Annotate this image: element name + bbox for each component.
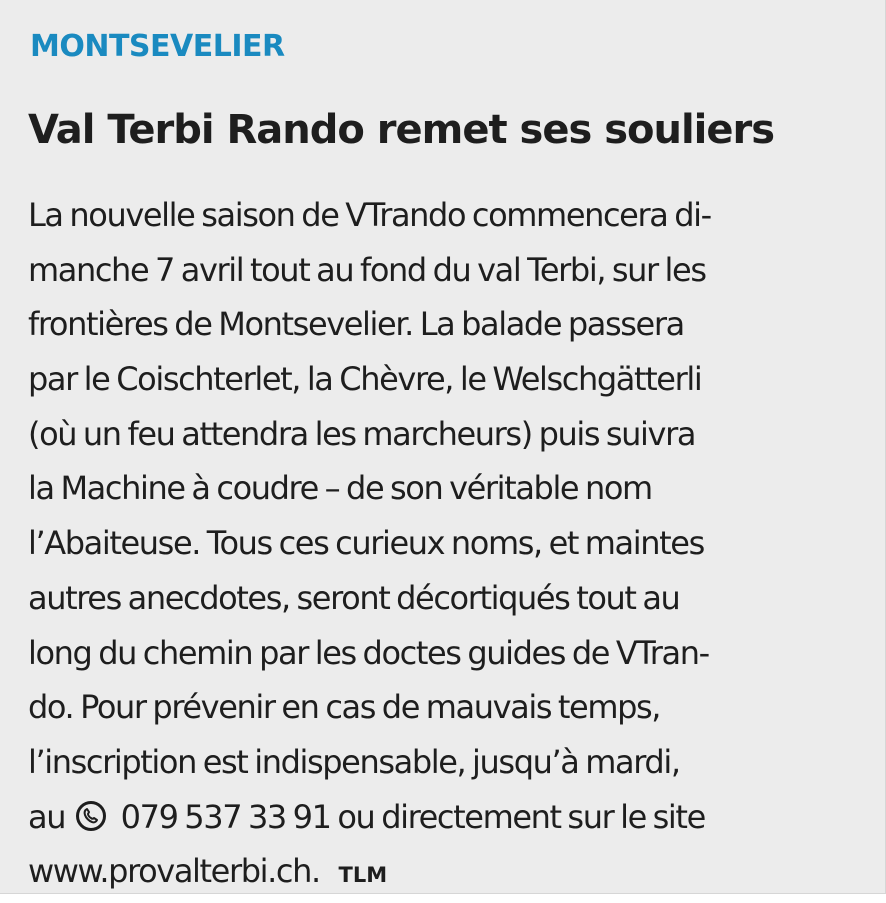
phone-line-prefix: au bbox=[28, 797, 66, 836]
phone-icon bbox=[76, 801, 106, 831]
body-line: la Machine à coudre – de son véritable nom bbox=[28, 469, 652, 508]
article-body bbox=[28, 188, 878, 899]
phone-line-suffix: ou directement sur le site bbox=[337, 797, 705, 836]
website-url: www.provalterbi.ch. bbox=[28, 852, 320, 891]
body-line: frontières de Montsevelier. La balade passera bbox=[28, 305, 684, 344]
body-line: (où un feu attendra les marcheurs) puis suivra bbox=[28, 414, 696, 453]
body-line: long du chemin par les doctes guides de VTran- bbox=[28, 633, 709, 672]
body-line: l’Abaiteuse. Tous ces curieux noms, et maintes bbox=[28, 524, 704, 563]
phone-number: 079 537 33 91 bbox=[120, 797, 331, 836]
body-line: l’inscription est indispensable, jusqu’à mardi, bbox=[28, 742, 680, 781]
article-kicker: MONTSEVELIER bbox=[30, 29, 285, 64]
website-line bbox=[28, 844, 878, 899]
body-line: manche 7 avril tout au fond du val Terbi, sur les bbox=[28, 250, 706, 289]
phone-line bbox=[28, 790, 878, 845]
body-line: do. Pour prévenir en cas de mauvais temps, bbox=[28, 688, 661, 727]
author-signature: TLM bbox=[338, 863, 388, 888]
body-line: par le Coischterlet, la Chèvre, le Welschgätterli bbox=[28, 360, 702, 399]
body-line: La nouvelle saison de VTrando commencera di- bbox=[28, 196, 711, 234]
article-headline: Val Terbi Rando remet ses souliers bbox=[28, 107, 775, 153]
body-line: autres anecdotes, seront décortiqués tout au bbox=[28, 578, 680, 617]
